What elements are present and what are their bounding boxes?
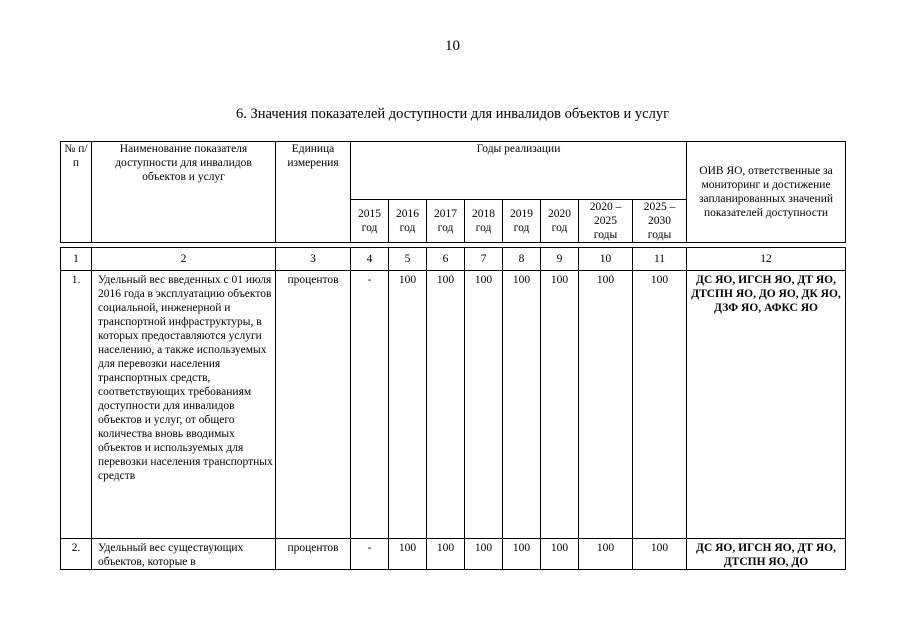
column-number: 7: [465, 248, 503, 271]
column-number: 6: [427, 248, 465, 271]
row-name: Удельный вес существующих объектов, которые в: [92, 539, 276, 570]
row-value: 100: [579, 539, 633, 570]
row-num: 1.: [61, 271, 92, 539]
row-value: 100: [389, 271, 427, 539]
column-number: 5: [389, 248, 427, 271]
header-year: 2025 – 2030 годы: [633, 200, 687, 243]
column-number: 8: [503, 248, 541, 271]
section-title: 6. Значения показателей доступности для инвалидов объектов и услуг: [235, 106, 670, 122]
row-oiv: ДС ЯО, ИГСН ЯО, ДТ ЯО, ДТСПН ЯО, ДО ЯО, ДК ЯО, ДЗФ ЯО, АФКС ЯО: [687, 271, 846, 539]
row-num: 2.: [61, 539, 92, 570]
header-year: 2017 год: [427, 200, 465, 243]
column-number: 10: [579, 248, 633, 271]
row-unit: процентов: [276, 539, 351, 570]
column-number: 11: [633, 248, 687, 271]
header-name: Наименование показателя доступности для инвалидов объектов и услуг: [92, 142, 276, 243]
row-oiv: ДС ЯО, ИГСН ЯО, ДТ ЯО, ДТСПН ЯО, ДО: [687, 539, 846, 570]
row-value: 100: [579, 271, 633, 539]
header-year: 2018 год: [465, 200, 503, 243]
column-number: 4: [351, 248, 389, 271]
column-number: 1: [61, 248, 92, 271]
column-numbers-row: [61, 248, 846, 271]
row-value: 100: [633, 271, 687, 539]
column-number: 9: [541, 248, 579, 271]
header-year: 2020 год: [541, 200, 579, 243]
row-value: 100: [465, 539, 503, 570]
table-row: [61, 539, 846, 570]
column-number: 2: [92, 248, 276, 271]
header-oiv: ОИВ ЯО, ответственные за мониторинг и достижение запланированных значений показателей доступности: [687, 142, 846, 243]
row-value: -: [351, 271, 389, 539]
table-row: [61, 271, 846, 539]
accessibility-indicators-table: [60, 141, 846, 570]
page-number: 10: [445, 38, 460, 54]
column-number: 12: [687, 248, 846, 271]
header-year: 2019 год: [503, 200, 541, 243]
header-year: 2015 год: [351, 200, 389, 243]
row-value: 100: [541, 271, 579, 539]
row-name: Удельный вес введенных с 01 июля 2016 года в эксплуатацию объектов социальной, инженерной и транспортной инфраструктуры, в которых предоставляются услуги населению, а также используемых для перевозки населения транспортных средств, соответствующих требованиям доступности для инвалидов объектов и услуг, от общего количества вновь вводимых объектов и используемых для перевозки населения транспортных средств: [92, 271, 276, 539]
header-unit: Единица измерения: [276, 142, 351, 243]
row-value: 100: [503, 539, 541, 570]
row-value: 100: [427, 539, 465, 570]
header-num: № п/п: [61, 142, 92, 243]
row-value: 100: [541, 539, 579, 570]
row-value: 100: [633, 539, 687, 570]
row-value: 100: [465, 271, 503, 539]
row-value: -: [351, 539, 389, 570]
row-unit: процентов: [276, 271, 351, 539]
header-year: 2020 – 2025 годы: [579, 200, 633, 243]
row-value: 100: [427, 271, 465, 539]
header-year: 2016 год: [389, 200, 427, 243]
column-number: 3: [276, 248, 351, 271]
row-value: 100: [503, 271, 541, 539]
row-value: 100: [389, 539, 427, 570]
header-years-group: Годы реализации: [351, 142, 687, 200]
